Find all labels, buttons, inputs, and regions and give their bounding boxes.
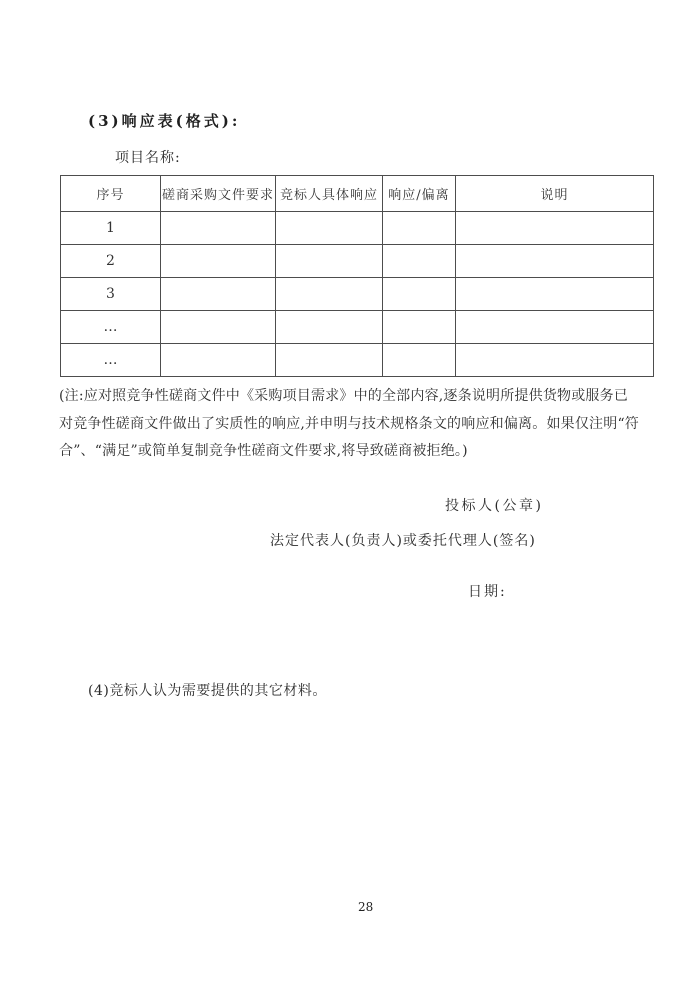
cell-requirement — [161, 311, 276, 344]
cell-response — [276, 344, 383, 377]
cell-seq: … — [61, 311, 161, 344]
table-row — [61, 311, 654, 344]
cell-response — [276, 311, 383, 344]
note-line-3: 合”、“满足”或简单复制竞争性磋商文件要求,将导致磋商被拒绝。) — [59, 443, 468, 459]
col-header-deviation: 响应/偏离 — [383, 176, 456, 212]
cell-remark — [456, 278, 654, 311]
signature-bidder-label: 投标人(公章) — [445, 498, 544, 514]
cell-seq: 3 — [61, 278, 161, 311]
project-name-label: 项目名称: — [115, 150, 181, 166]
col-header-seq: 序号 — [61, 176, 161, 212]
signature-date-label: 日期: — [468, 584, 507, 600]
cell-response — [276, 212, 383, 245]
response-table — [60, 175, 654, 377]
cell-remark — [456, 344, 654, 377]
table-row — [61, 245, 654, 278]
cell-deviation — [383, 278, 456, 311]
note-line-2: 对竞争性磋商文件做出了实质性的响应,并申明与技术规格条文的响应和偏离。如果仅注明“符 — [59, 415, 640, 432]
cell-deviation — [383, 212, 456, 245]
cell-seq: 2 — [61, 245, 161, 278]
table-note — [59, 383, 653, 466]
table-row — [61, 212, 654, 245]
col-header-response: 竞标人具体响应 — [276, 176, 383, 212]
cell-remark — [456, 311, 654, 344]
cell-seq: 1 — [61, 212, 161, 245]
cell-requirement — [161, 212, 276, 245]
col-header-requirement: 磋商采购文件要求 — [161, 176, 276, 212]
page-number: 28 — [358, 900, 374, 914]
cell-response — [276, 245, 383, 278]
cell-deviation — [383, 311, 456, 344]
cell-deviation — [383, 344, 456, 377]
cell-requirement — [161, 278, 276, 311]
cell-requirement — [161, 344, 276, 377]
table-header-row — [61, 176, 654, 212]
cell-seq: … — [61, 344, 161, 377]
cell-remark — [456, 245, 654, 278]
cell-deviation — [383, 245, 456, 278]
section-heading: (3)响应表(格式): — [88, 112, 241, 130]
section-item4: (4)竞标人认为需要提供的其它材料。 — [88, 683, 327, 699]
cell-requirement — [161, 245, 276, 278]
table-row — [61, 344, 654, 377]
col-header-remark: 说明 — [456, 176, 654, 212]
signature-legal-rep-label: 法定代表人(负责人)或委托代理人(签名) — [270, 533, 536, 549]
cell-remark — [456, 212, 654, 245]
table-row — [61, 278, 654, 311]
cell-response — [276, 278, 383, 311]
note-line-1: (注:应对照竞争性磋商文件中《采购项目需求》中的全部内容,逐条说明所提供货物或服务已 — [59, 388, 629, 404]
